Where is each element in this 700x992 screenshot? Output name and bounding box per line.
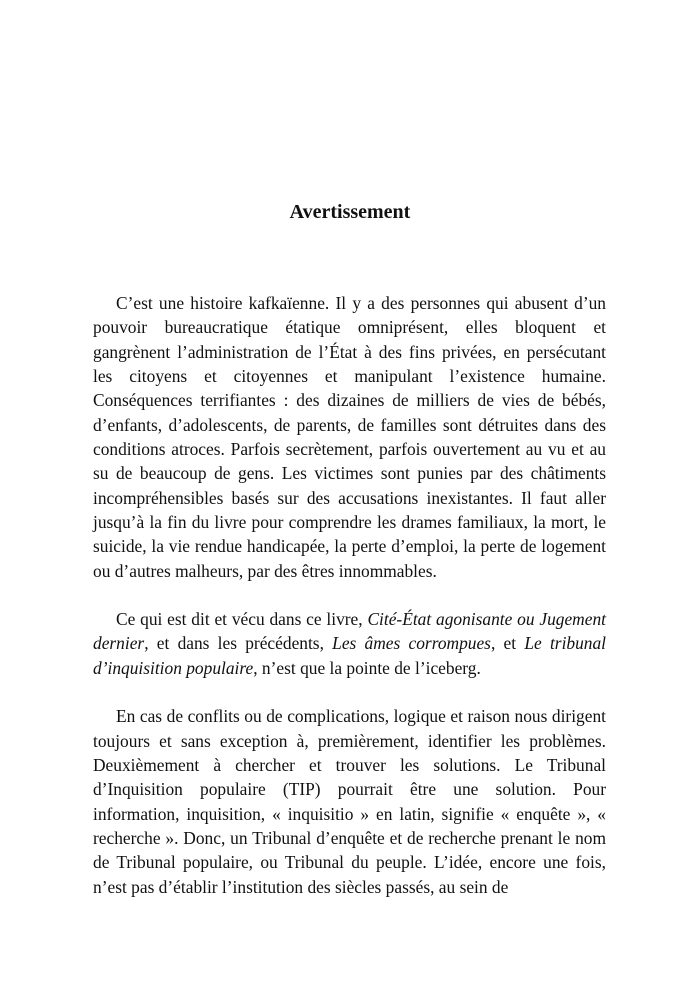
body-text [93,291,606,923]
paragraph-2 [93,607,606,680]
book-title-ames-corrompues: Les âmes corrompues [332,633,491,654]
paragraph-2-text: , et dans les précédents, [144,633,333,654]
paragraph-2-text: , et [490,633,525,654]
book-title-tribunal-inquisition: Le tribunal d’inquisition populaire [93,633,607,678]
paragraph-1: C’est une histoire kafkaïenne. Il y a des personnes qui abusent d’un pouvoir bureaucratique étatique omniprésent, elles bloquent et gangrènent l’administration de l’État à des fins privées, en persécutant les citoyens et citoyennes et manipulant l’existence humaine. Conséquences terrifiantes : des dizaines de milliers de vies de bébés, d’enfants, d’adolescents, de parents, de familles sont détruites dans des conditions atroces. Parfois secrètement, parfois ouvertement au vu et au su de beaucoup de gens. Les victimes sont punies par des châtiments incompréhensibles basés sur des accusations inexistantes. Il faut aller jusqu’à la fin du livre pour comprendre les drames familiaux, la mort, le suicide, la vie rendue handicapée, la perte d’emploi, la perte de logement ou d’autres malheurs, par des êtres innommables. [93,293,606,581]
page-title: Avertissement [289,201,411,223]
paragraph-2-text: Ce qui est dit et vécu dans ce livre, [116,609,368,630]
book-title-cite-etat: Cité-État agonisante ou Jugement dernier [93,609,606,654]
paragraph-2-text: , n’est que la pointe de l’iceberg. [253,657,481,678]
paragraph-3: En cas de conflits ou de complications, logique et raison nous dirigent toujours et sans exception à, premièrement, identifier les problèmes. Deuxièmement à chercher et trouver les solutions. Le Tribunal d’Inquisition populaire (TIP) pourrait être une solution. Pour information, inquisition, « inquisitio » en latin, signifie « enquête », « recherche ». Donc, un Tribunal d’enquête et de recherche prenant le nom de Tribunal populaire, ou Tribunal du peuple. L’idée, encore une fois, n’est pas d’établir l’institution des siècles passés, au sein de [93,706,606,897]
